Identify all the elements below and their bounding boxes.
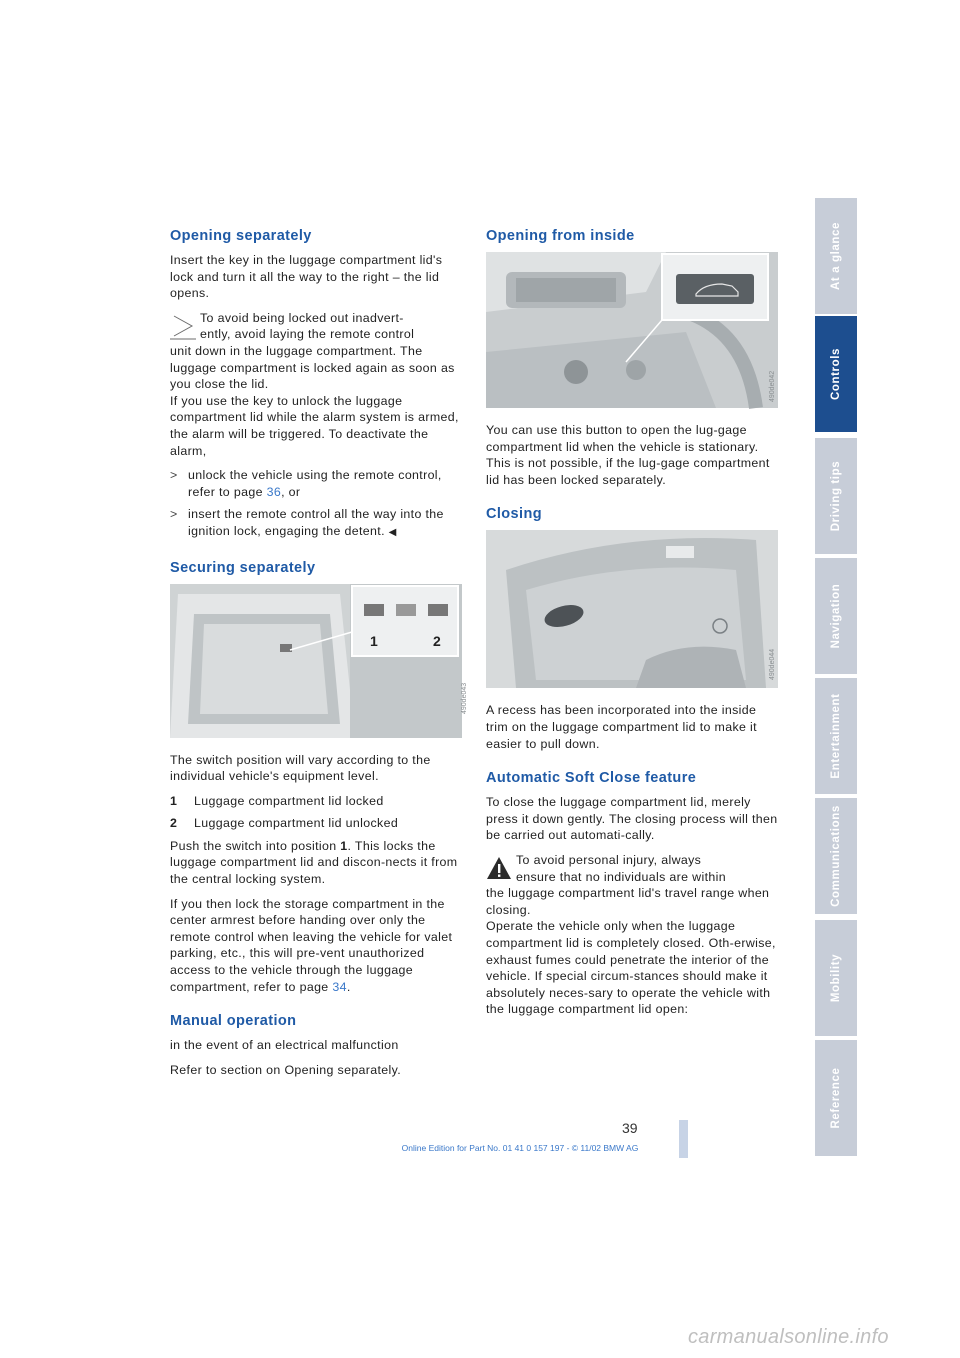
- end-mark-icon: ◀: [388, 526, 397, 538]
- tab-entertainment[interactable]: Entertainment: [815, 678, 857, 796]
- note-line-2: ently, avoid laying the remote control: [200, 327, 415, 342]
- right-column: [486, 228, 778, 1026]
- tab-mobility[interactable]: Mobility: [815, 920, 857, 1038]
- manual-line-2: Refer to section on Opening separately.: [170, 1062, 402, 1077]
- heading-manual-operation: Manual operation: [170, 1013, 297, 1030]
- figure-code: 490de044: [769, 649, 776, 681]
- note-line-1: To avoid being locked out inadvert-: [200, 310, 404, 325]
- heading-opening-from-inside: Opening from inside: [486, 228, 635, 244]
- list-item: > unlock the vehicle using the remote control, refer to page 36, or: [170, 468, 442, 499]
- warning-operate: Operate the vehicle only when the luggage compartment lid is completely closed. Oth-erwise, exhaust fumes could penetrate the interior of the vehicle. If special circum-stances should make it absolutely neces-sary to operate the vehicle with the luggage compartment lid open:: [486, 919, 776, 1017]
- tab-driving-tips[interactable]: Driving tips: [815, 438, 857, 556]
- tab-communications[interactable]: Communications: [815, 798, 857, 916]
- heading-soft-close: Automatic Soft Close feature: [486, 770, 697, 787]
- left-column: [170, 228, 468, 1086]
- note-block: [170, 310, 462, 459]
- figure-label-1: 1: [370, 632, 378, 649]
- chapter-tabs: [815, 198, 857, 1160]
- page-link-36[interactable]: 36: [266, 484, 282, 499]
- switch-positions: [170, 793, 462, 832]
- closing-text: A recess has been incorporated into the inside trim on the luggage compartment lid to make it easier to pull down.: [486, 703, 757, 751]
- valet-text: If you then lock the storage compartment in the center armrest before handing over only the remote control when leaving the vehicle for valet parking, etc., this will pre-vent unauthorized access to the vehicle through the luggage compartment, refer to page 34.: [170, 896, 453, 994]
- note-alarm: If you use the key to unlock the luggage compartment lid while the alarm system is armed, the alarm will be triggered. To deactivate the alarm,: [170, 393, 459, 458]
- tab-navigation[interactable]: Navigation: [815, 558, 857, 676]
- page-number: 39: [622, 1120, 638, 1136]
- figure-securing-switch: [170, 584, 468, 738]
- lid-photo: [486, 530, 778, 688]
- heading-opening-separately: Opening separately: [170, 228, 312, 244]
- push-switch-text: Push the switch into position 1. This locks the luggage compartment lid and discon-nects it from the central locking system.: [170, 838, 458, 887]
- bullet-marker: >: [170, 468, 178, 483]
- inside-text: You can use this button to open the lug-gage compartment lid when the vehicle is stationary. This is not possible, if the lug-gage compartment lid has been locked separately.: [486, 423, 770, 487]
- figure-label-2: 2: [433, 632, 441, 649]
- watermark: carmanualsonline.info: [688, 1326, 889, 1348]
- figure-code: 490de043: [461, 682, 468, 714]
- alarm-bullets: [170, 467, 462, 541]
- bullet-marker: >: [170, 507, 178, 522]
- tab-controls[interactable]: Controls: [815, 316, 857, 434]
- tab-reference[interactable]: Reference: [815, 1040, 857, 1158]
- warning-triangle-icon: [486, 854, 512, 882]
- compartment-photo: [170, 584, 468, 738]
- warning-line-2: ensure that no individuals are within: [516, 869, 726, 884]
- figure-inside-button: [486, 252, 778, 408]
- securing-caption: The switch position will vary according to the individual vehicle's equipment level.: [170, 752, 431, 784]
- list-item: 1 Luggage compartment lid locked: [170, 793, 384, 808]
- figure-code: 490de042: [769, 370, 776, 402]
- warning-block: [486, 852, 778, 1018]
- page-link-34[interactable]: 34: [332, 979, 347, 994]
- softclose-text: To close the luggage compartment lid, merely press it down gently. The closing process will then be carried out automati-cally.: [486, 795, 778, 843]
- figure-closing-recess: [486, 530, 778, 688]
- note-rest: unit down in the luggage compartment. The luggage compartment is locked again as soon as you close the lid.: [170, 343, 455, 392]
- list-item: 2 Luggage compartment lid unlocked: [170, 816, 399, 831]
- dashboard-photo: [486, 252, 778, 408]
- footer: Online Edition for Part No. 01 41 0 157 197 - © 11/02 BMW AG: [401, 1143, 639, 1153]
- manual-line-1: in the event of an electrical malfunction: [170, 1038, 399, 1053]
- heading-securing-separately: Securing separately: [170, 559, 316, 576]
- warning-line-1: To avoid personal injury, always: [516, 852, 702, 867]
- warning-rest: the luggage compartment lid's travel range when closing.: [486, 886, 770, 917]
- list-item: > insert the remote control all the way into the ignition lock, engaging the detent. ◀: [170, 507, 444, 538]
- opening-intro: Insert the key in the luggage compartment lid's lock and turn it all the way to the right – the lid opens.: [170, 253, 443, 301]
- tab-at-a-glance[interactable]: At a glance: [815, 198, 857, 316]
- note-triangle-icon: [170, 312, 196, 340]
- heading-closing: Closing: [486, 506, 542, 523]
